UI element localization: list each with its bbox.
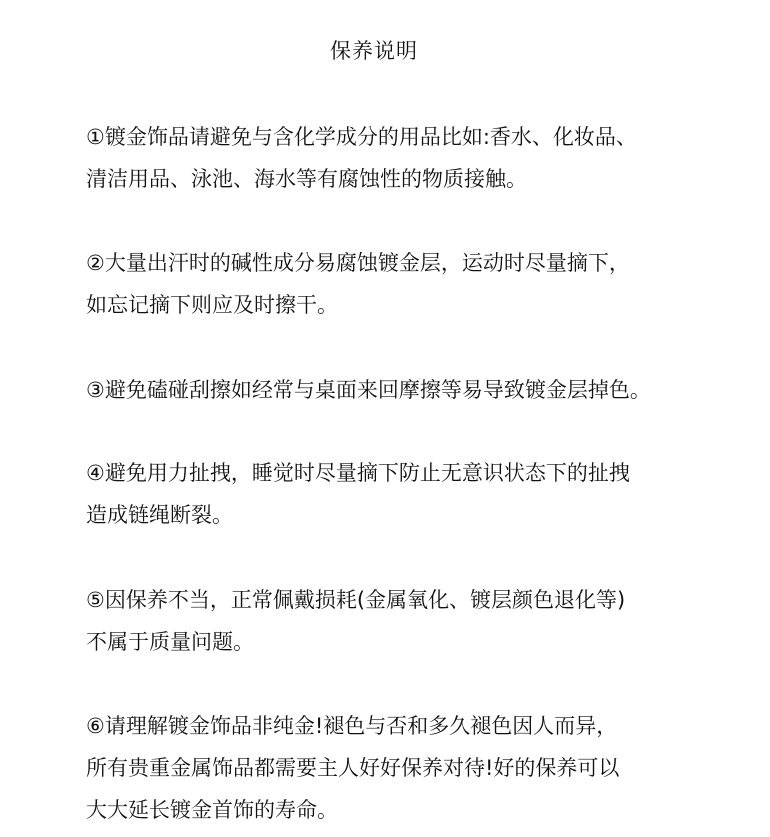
instruction-item-1 <box>86 116 756 200</box>
instruction-line: 不属于质量问题。 <box>86 630 254 654</box>
instruction-item-6 <box>86 705 756 831</box>
instruction-line: 所有贵重金属饰品都需要主人好好保养对待!好的保养可以 <box>86 756 620 780</box>
instruction-line: 如忘记摘下则应及时擦干。 <box>86 293 338 317</box>
instruction-item-2 <box>86 242 756 326</box>
instruction-line: ④避免用力扯拽，睡觉时尽量摘下防止无意识状态下的扯拽 <box>86 461 630 485</box>
instruction-line: ②大量出汗时的碱性成分易腐蚀镀金层，运动时尽量摘下， <box>86 251 630 275</box>
instruction-line: 造成链绳断裂。 <box>86 503 233 527</box>
instruction-line: 清洁用品、泳池、海水等有腐蚀性的物质接触。 <box>86 167 527 191</box>
instruction-item-5 <box>86 579 756 663</box>
instruction-line: ⑥请理解镀金饰品非纯金!褪色与否和多久褪色因人而异， <box>86 714 618 738</box>
instruction-item-3 <box>86 369 756 411</box>
instruction-item-4 <box>86 452 756 536</box>
page-title: 保养说明 <box>330 39 418 63</box>
instruction-line: ⑤因保养不当，正常佩戴损耗(金属氧化、镀层颜色退化等) <box>86 588 626 612</box>
instruction-line: ①镀金饰品请避免与含化学成分的用品比如:香水、化妆品、 <box>86 125 637 149</box>
instruction-line: ③避免磕碰刮擦如经常与桌面来回摩擦等易导致镀金层掉色。 <box>86 378 651 402</box>
instruction-line: 大大延长镀金首饰的寿命。 <box>86 798 338 822</box>
